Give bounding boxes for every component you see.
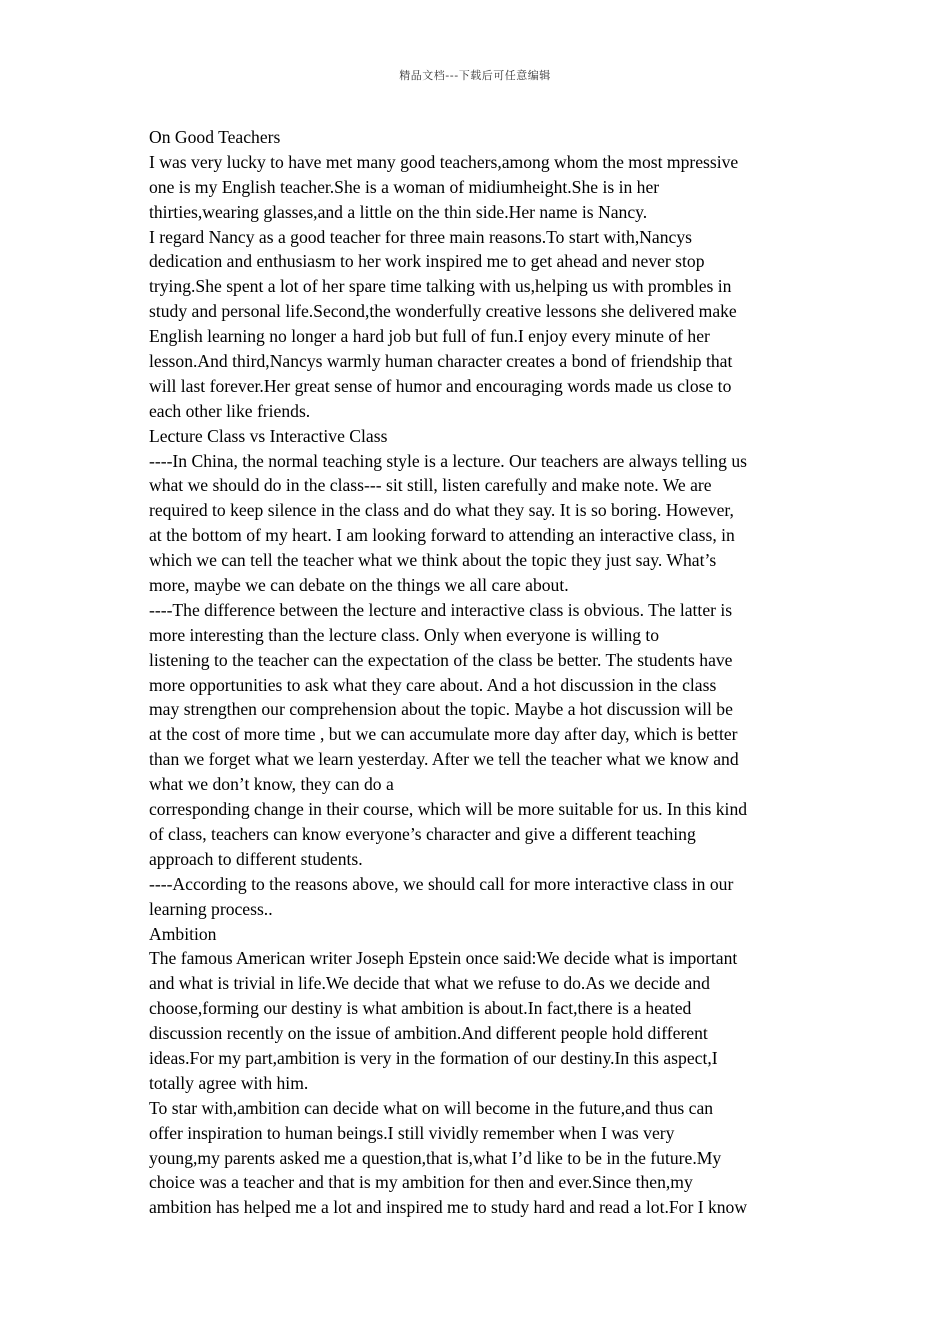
text-line: more, maybe we can debate on the things we all care about.: [149, 575, 569, 596]
text-line: corresponding change in their course, which will be more suitable for us. In this kind: [149, 799, 748, 820]
text-line: choice was a teacher and that is my ambition for then and ever.Since then,my: [149, 1172, 693, 1193]
text-line: at the bottom of my heart. I am looking forward to attending an interactive class, in: [149, 525, 735, 546]
text-line: more opportunities to ask what they care about. And a hot discussion in the class: [149, 674, 717, 695]
text-line: young,my parents asked me a question,that is,what I’d like to be in the future.My: [149, 1147, 722, 1168]
text-line: will last forever.Her great sense of humor and encouraging words made us close to: [149, 375, 732, 396]
text-line: lesson.And third,Nancys warmly human character creates a bond of friendship that: [149, 351, 733, 372]
page-header: 精品文档---下载后可任意编辑: [399, 69, 551, 82]
text-line: trying.She spent a lot of her spare time talking with us,helping us with prombles in: [149, 276, 732, 297]
text-line: I regard Nancy as a good teacher for three main reasons.To start with,Nancys: [149, 226, 692, 247]
text-line: which we can tell the teacher what we think about the topic they just say. What’s: [149, 550, 717, 571]
text-line: To star with,ambition can decide what on will become in the future,and thus can: [149, 1097, 714, 1118]
text-line: each other like friends.: [149, 400, 311, 421]
text-line: choose,forming our destiny is what ambition is about.In fact,there is a heated: [149, 998, 692, 1019]
text-line: ----In China, the normal teaching style is a lecture. Our teachers are always telling us: [149, 450, 747, 471]
text-line: dedication and enthusiasm to her work inspired me to get ahead and never stop: [149, 251, 705, 272]
text-line: ideas.For my part,ambition is very in the formation of our destiny.In this aspect,I: [149, 1047, 718, 1068]
text-line: of class, teachers can know everyone’s character and give a different teaching: [149, 823, 696, 844]
text-line: required to keep silence in the class and do what they say. It is so boring. However,: [149, 500, 734, 521]
text-line: I was very lucky to have met many good teachers,among whom the most mpressive: [149, 151, 739, 172]
text-line: approach to different students.: [149, 848, 363, 869]
text-line: English learning no longer a hard job but full of fun.I enjoy every minute of her: [149, 326, 710, 347]
text-line: ----The difference between the lecture and interactive class is obvious. The latter is: [149, 599, 733, 620]
text-line: and what is trivial in life.We decide that what we refuse to do.As we decide and: [149, 973, 710, 994]
text-line: listening to the teacher can the expectation of the class be better. The students have: [149, 649, 733, 670]
text-line: totally agree with him.: [149, 1072, 309, 1093]
text-line: more interesting than the lecture class. Only when everyone is willing to: [149, 624, 660, 645]
text-line: one is my English teacher.She is a woman of midiumheight.She is in her: [149, 176, 660, 197]
text-line: offer inspiration to human beings.I still vividly remember when I was very: [149, 1122, 675, 1143]
text-line: ambition has helped me a lot and inspired me to study hard and read a lot.For I know: [149, 1197, 748, 1218]
text-line: study and personal life.Second,the wonderfully creative lessons she delivered make: [149, 301, 737, 322]
text-line: The famous American writer Joseph Epstein once said:We decide what is important: [149, 948, 738, 969]
text-line: than we forget what we learn yesterday. After we tell the teacher what we know and: [149, 749, 739, 770]
document-body: [149, 125, 804, 1220]
text-line: ----According to the reasons above, we should call for more interactive class in our: [149, 873, 734, 894]
text-line: at the cost of more time , but we can accumulate more day after day, which is better: [149, 724, 738, 745]
text-line: thirties,wearing glasses,and a little on the thin side.Her name is Nancy.: [149, 201, 648, 222]
text-line: discussion recently on the issue of ambition.And different people hold different: [149, 1023, 708, 1044]
text-line: what we should do in the class--- sit still, listen carefully and make note. We are: [149, 475, 712, 496]
text-line: learning process..: [149, 898, 273, 919]
text-line: Lecture Class vs Interactive Class: [149, 425, 388, 446]
text-line: what we don’t know, they can do a: [149, 774, 394, 795]
text-line: Ambition: [149, 923, 217, 944]
text-line: On Good Teachers: [149, 127, 281, 147]
text-line: may strengthen our comprehension about the topic. Maybe a hot discussion will be: [149, 699, 733, 720]
